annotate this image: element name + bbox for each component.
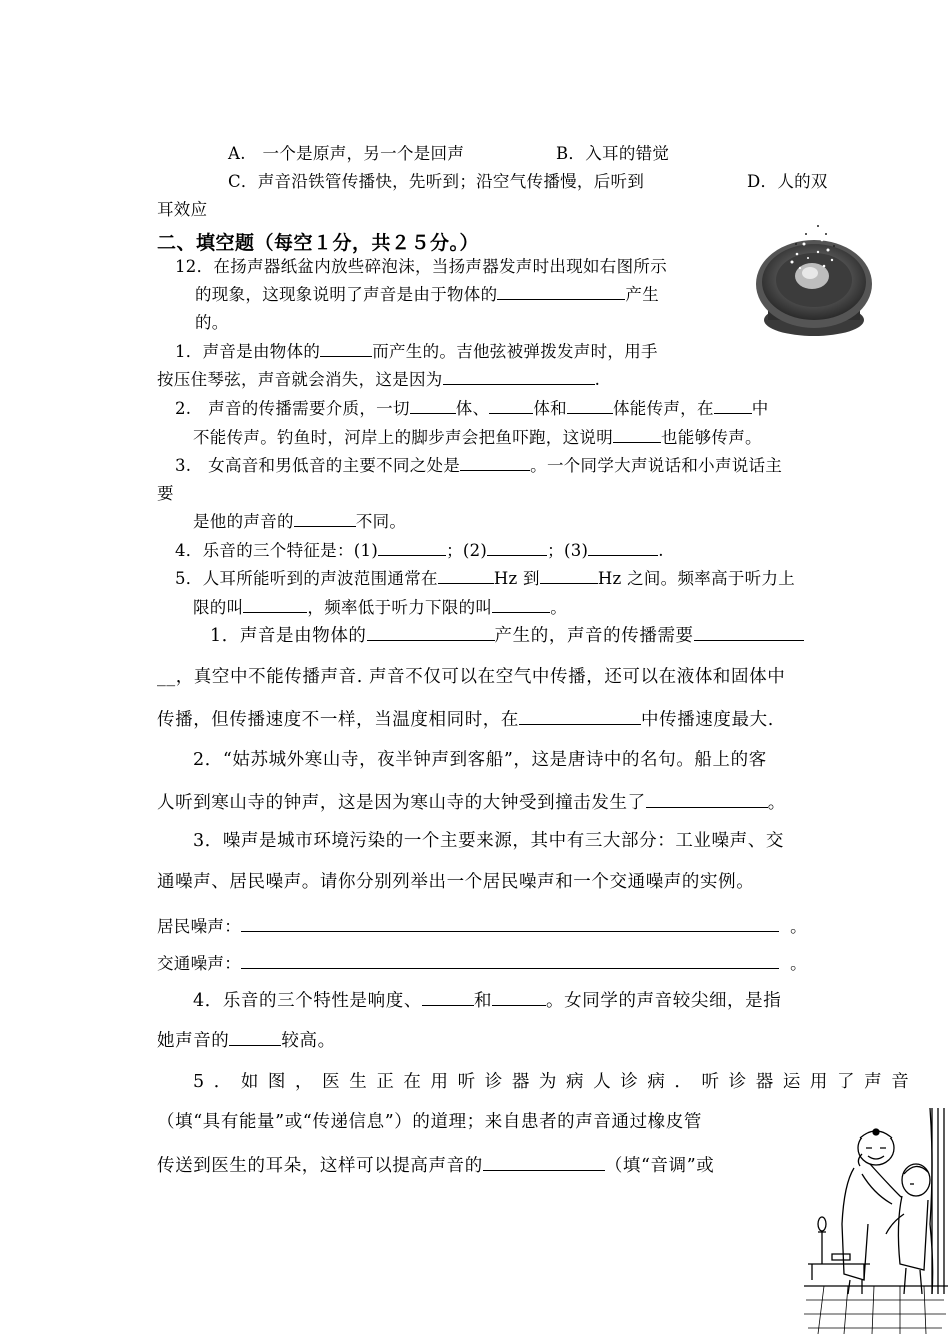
- s1-q4-text-d: .: [658, 541, 664, 560]
- s2-q5-line3: [157, 1154, 714, 1176]
- q12-blank[interactable]: [497, 285, 625, 300]
- s2-q4-line2: [157, 1031, 336, 1051]
- s2-q2-blank[interactable]: [646, 791, 768, 808]
- s1-q1-text-d: .: [594, 370, 601, 389]
- s2-q3-line2: 通噪声、居民噪声。请你分别列举出一个居民噪声和一个交通噪声的实例。: [157, 872, 755, 892]
- s1-q3-blank1[interactable]: [460, 456, 530, 471]
- s2-q1-line3: [157, 710, 774, 730]
- s2-q1-blank2[interactable]: [694, 626, 804, 641]
- s1-q1-blank2[interactable]: [443, 370, 595, 385]
- s2-q3-resident-end: 。: [790, 917, 807, 936]
- s1-q2-line1: [175, 399, 769, 419]
- s2-q5-blank[interactable]: [483, 1154, 605, 1171]
- s2-q5-text-c: 传送到医生的耳朵，这样可以提高声音的: [157, 1156, 483, 1176]
- option-d: D．人的双: [747, 172, 828, 191]
- s2-q4-blank3[interactable]: [229, 1031, 281, 1046]
- s1-q2-blank4[interactable]: [714, 399, 752, 414]
- s1-q2-text-c: 体和: [533, 399, 567, 418]
- s1-q3-text-a: 3. 女高音和男低音的主要不同之处是: [175, 456, 461, 475]
- q12-line3: 的。: [195, 313, 229, 332]
- s2-q4-text-e: 较高。: [281, 1031, 336, 1051]
- speaker-image: [752, 222, 876, 344]
- s2-q4-text-a: 4．乐音的三个特性是响度、: [193, 991, 422, 1011]
- section-title: 二、填空题（每空１分，共２５分。）: [157, 232, 480, 254]
- s2-q1-text-a: 1．声音是由物体的: [210, 626, 367, 646]
- q12-line2: [195, 285, 659, 305]
- q12-text-a: 的现象，这现象说明了声音是由于物体的: [195, 285, 498, 304]
- s2-q5-text-d: （填“音调”或: [604, 1156, 715, 1176]
- s2-q3-resident-line: [157, 915, 807, 937]
- s1-q2-text-g: 也能够传声。: [661, 428, 762, 447]
- s2-q5-line2: （填“具有能量”或“传递信息”）的道理；来自患者的声音通过橡皮管: [157, 1112, 702, 1132]
- s1-q5-blank2[interactable]: [540, 569, 598, 584]
- s2-q4-text-c: 。女同学的声音较尖细，是指: [546, 991, 782, 1011]
- s2-q3-traffic-label: 交通噪声：: [157, 954, 241, 973]
- s1-q2-blank5[interactable]: [613, 428, 661, 443]
- s2-q2-text-c: 。: [767, 793, 786, 813]
- s2-q1-line1: [210, 626, 804, 646]
- s1-q2-text-b: 体、: [455, 399, 490, 418]
- traffic-noise-field[interactable]: [241, 952, 779, 969]
- s1-q5-text-b: Hz 到: [493, 569, 540, 588]
- s1-q2-text-d: 体能传声，在: [612, 399, 714, 418]
- s1-q5-text-e: ，频率低于听力下限的叫: [307, 598, 493, 617]
- s1-q5-text-d: 限的叫: [193, 598, 244, 617]
- s1-q4-blank2[interactable]: [487, 541, 547, 556]
- s1-q2-text-a: 2. 声音的传播需要介质，一切: [175, 399, 410, 418]
- option-b: B．入耳的错觉: [556, 144, 670, 163]
- s1-q5-line1: [175, 569, 795, 589]
- doctor-image: [804, 1104, 948, 1338]
- resident-noise-field[interactable]: [241, 915, 779, 932]
- s2-q4-line1: [193, 991, 781, 1011]
- s1-q3-blank2[interactable]: [294, 512, 356, 527]
- s2-q3-traffic-line: [157, 952, 807, 974]
- s2-q2-text-b: 人听到寒山寺的钟声，这是因为寒山寺的大钟受到撞击发生了: [157, 793, 646, 813]
- s2-q1-blank3[interactable]: [519, 710, 641, 725]
- s1-q1-text-b: 而产生的。吉他弦被弹拨发声时，用手: [372, 342, 658, 361]
- s2-q1-text-d: 传播，但传播速度不一样，当温度相同时，在: [157, 710, 519, 730]
- s1-q5-text-f: 。: [550, 598, 568, 617]
- s1-q2-blank2[interactable]: [489, 399, 533, 414]
- s1-q3-line2: 要: [157, 484, 174, 503]
- s1-q2-blank3[interactable]: [567, 399, 613, 414]
- s1-q1-line2: [157, 370, 600, 390]
- s2-q2-line2: [157, 791, 786, 813]
- s1-q3-text-e: 不同。: [355, 512, 407, 531]
- s2-q1-line2: __，真空中不能传播声音. 声音不仅可以在空气中传播，还可以在液体和固体中: [157, 667, 786, 687]
- s2-q3-traffic-end: 。: [790, 954, 807, 973]
- s1-q2-text-f: 不能传声。钓鱼时，河岸上的脚步声会把鱼吓跑，这说明: [193, 428, 613, 447]
- s2-q5-line1: 5．如图，医生正在用听诊器为病人诊病．听诊器运用了声音: [193, 1072, 919, 1092]
- s1-q5-blank3[interactable]: [243, 598, 307, 613]
- s1-q2-blank1[interactable]: [410, 399, 456, 414]
- s2-q3-resident-label: 居民噪声：: [157, 917, 241, 936]
- s2-q2-line1: 2．“姑苏城外寒山寺，夜半钟声到客船”，这是唐诗中的名句。船上的客: [193, 750, 767, 770]
- s1-q1-line1: [175, 342, 658, 362]
- s1-q5-text-c: Hz 之间。频率高于听力上: [597, 569, 796, 588]
- s2-q1-text-e: 中传播速度最大.: [641, 710, 774, 730]
- option-a: A. 一个是原声，另一个是回声: [228, 144, 465, 163]
- s2-q4-blank1[interactable]: [422, 991, 474, 1006]
- s1-q3-line3: [193, 512, 406, 532]
- s1-q5-text-a: 5．人耳所能听到的声波范围通常在: [175, 569, 438, 588]
- s1-q3-line1: [175, 456, 782, 476]
- q12-text-b: 产生: [625, 285, 660, 304]
- s1-q4-text-c: ；(3): [547, 541, 589, 560]
- s1-q1-blank1[interactable]: [320, 342, 372, 357]
- option-d-continued: 耳效应: [157, 200, 208, 219]
- s2-q4-text-b: 和: [473, 991, 493, 1011]
- s1-q2-text-e: 中: [751, 399, 769, 418]
- s1-q1-text-c: 按压住琴弦，声音就会消失，这是因为: [157, 370, 443, 389]
- s1-q5-line2: [193, 598, 567, 618]
- s2-q1-blank1[interactable]: [367, 626, 495, 641]
- s1-q3-text-d: 是他的声音的: [193, 512, 294, 531]
- s1-q5-blank1[interactable]: [438, 569, 494, 584]
- s1-q4-blank3[interactable]: [588, 541, 658, 556]
- s1-q1-text-a: 1．声音是由物体的: [175, 342, 321, 361]
- s2-q3-line1: 3．噪声是城市环境污染的一个主要来源，其中有三大部分：工业噪声、交: [193, 831, 784, 851]
- s1-q4-blank1[interactable]: [378, 541, 446, 556]
- s1-q3-text-b: 。一个同学大声说话和小声说话主: [530, 456, 783, 475]
- option-c: C．声音沿铁管传播快，先听到；沿空气传播慢，后听到: [228, 172, 645, 191]
- s1-q4-text-b: ；(2): [446, 541, 488, 560]
- s2-q4-text-d: 她声音的: [157, 1031, 230, 1051]
- s1-q4-line: [175, 541, 664, 561]
- s1-q4-text-a: 4．乐音的三个特征是：(1): [175, 541, 379, 560]
- s2-q1-text-b: 产生的，声音的传播需要: [494, 626, 694, 646]
- s2-q4-blank2[interactable]: [492, 991, 546, 1006]
- s1-q2-line2: [193, 428, 762, 448]
- s1-q5-blank4[interactable]: [492, 598, 550, 613]
- q12-line1: 12．在扬声器纸盆内放些碎泡沫，当扬声器发声时出现如右图所示: [175, 257, 667, 276]
